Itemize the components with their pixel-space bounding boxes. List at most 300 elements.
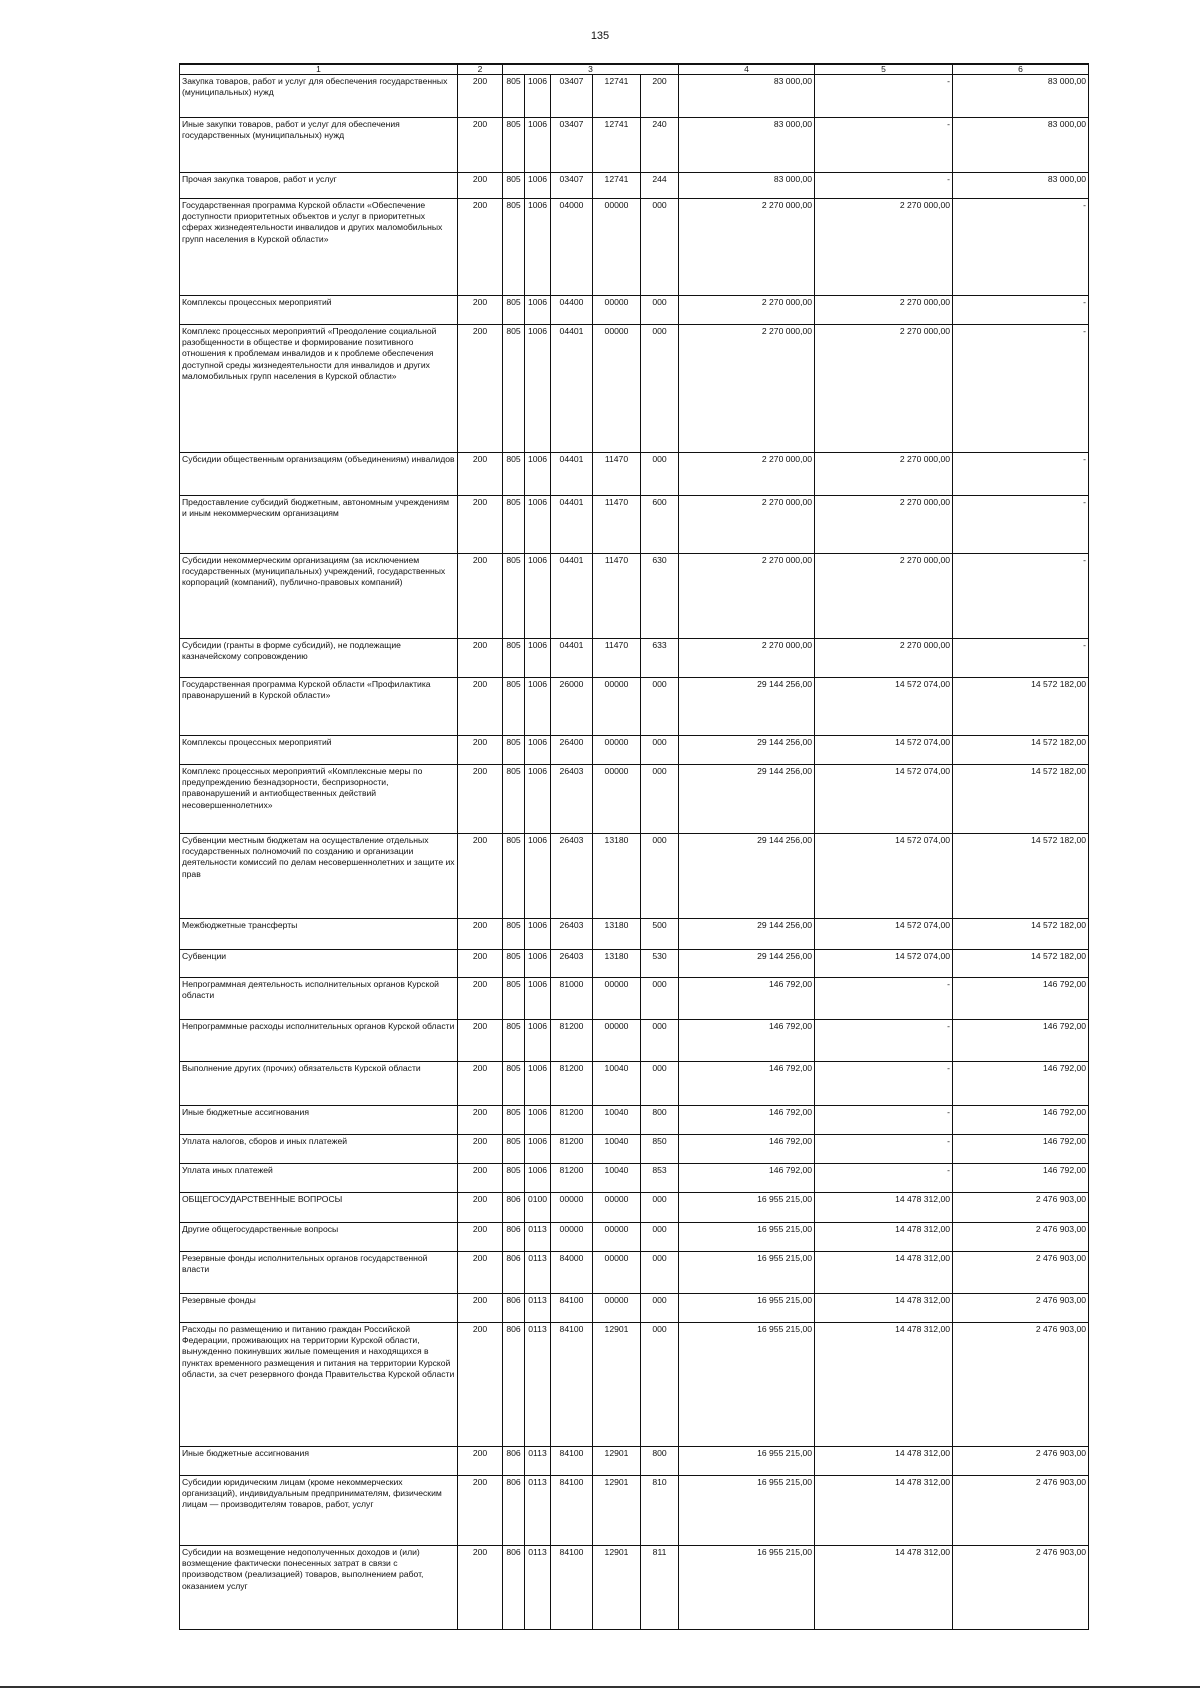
row-code-section: 1006 xyxy=(525,118,551,173)
row-amount-col4: 29 144 256,00 xyxy=(679,834,815,919)
row-code-program: 84100 xyxy=(551,1447,593,1476)
row-code-expense-type: 000 xyxy=(641,1020,679,1062)
row-code-admin: 805 xyxy=(503,199,525,296)
table-row xyxy=(180,118,1089,173)
row-amount-col6: 14 572 182,00 xyxy=(953,765,1089,834)
row-code-program: 04400 xyxy=(551,296,593,325)
row-code-program: 81200 xyxy=(551,1135,593,1164)
row-amount-col5: 14 478 312,00 xyxy=(815,1294,953,1323)
row-code-expense-type: 811 xyxy=(641,1546,679,1630)
row-amount-col5: 14 478 312,00 xyxy=(815,1476,953,1546)
row-amount-col5: 14 572 074,00 xyxy=(815,950,953,978)
row-code-direction: 12901 xyxy=(593,1476,641,1546)
row-code-program: 81200 xyxy=(551,1164,593,1193)
row-name: Другие общегосударственные вопросы xyxy=(180,1223,458,1252)
table-row xyxy=(180,765,1089,834)
table-row xyxy=(180,453,1089,496)
row-amount-col5: - xyxy=(815,1164,953,1193)
row-code-admin: 806 xyxy=(503,1546,525,1630)
row-code-direction: 13180 xyxy=(593,919,641,950)
row-code-200: 200 xyxy=(458,978,503,1020)
row-code-direction: 12901 xyxy=(593,1546,641,1630)
row-code-program: 81200 xyxy=(551,1106,593,1135)
row-amount-col4: 16 955 215,00 xyxy=(679,1323,815,1447)
row-code-admin: 805 xyxy=(503,1062,525,1106)
row-amount-col6: 146 792,00 xyxy=(953,1164,1089,1193)
row-code-expense-type: 000 xyxy=(641,765,679,834)
row-code-200: 200 xyxy=(458,75,503,118)
row-code-admin: 805 xyxy=(503,296,525,325)
row-code-section: 1006 xyxy=(525,978,551,1020)
table-row xyxy=(180,1447,1089,1476)
row-code-expense-type: 800 xyxy=(641,1447,679,1476)
table-row xyxy=(180,978,1089,1020)
row-code-section: 1006 xyxy=(525,199,551,296)
row-amount-col6: 146 792,00 xyxy=(953,1106,1089,1135)
table-row xyxy=(180,1294,1089,1323)
row-code-admin: 805 xyxy=(503,75,525,118)
row-code-section: 1006 xyxy=(525,736,551,765)
row-code-admin: 805 xyxy=(503,919,525,950)
row-amount-col5: 14 572 074,00 xyxy=(815,834,953,919)
row-amount-col5: 2 270 000,00 xyxy=(815,639,953,678)
row-amount-col6: 83 000,00 xyxy=(953,75,1089,118)
row-amount-col6: - xyxy=(953,554,1089,639)
row-code-admin: 806 xyxy=(503,1193,525,1223)
row-code-section: 1006 xyxy=(525,834,551,919)
row-code-200: 200 xyxy=(458,950,503,978)
row-code-section: 0113 xyxy=(525,1476,551,1546)
row-code-program: 04401 xyxy=(551,639,593,678)
row-amount-col4: 146 792,00 xyxy=(679,1106,815,1135)
row-code-direction: 12741 xyxy=(593,173,641,199)
row-code-admin: 805 xyxy=(503,1164,525,1193)
row-amount-col4: 29 144 256,00 xyxy=(679,678,815,736)
row-amount-col4: 83 000,00 xyxy=(679,118,815,173)
row-amount-col4: 2 270 000,00 xyxy=(679,496,815,554)
row-amount-col4: 2 270 000,00 xyxy=(679,199,815,296)
row-code-200: 200 xyxy=(458,325,503,453)
table-row xyxy=(180,1164,1089,1193)
table-row xyxy=(180,1546,1089,1630)
row-code-admin: 805 xyxy=(503,978,525,1020)
row-code-200: 200 xyxy=(458,118,503,173)
row-amount-col5: - xyxy=(815,1020,953,1062)
row-amount-col6: 83 000,00 xyxy=(953,173,1089,199)
row-amount-col4: 16 955 215,00 xyxy=(679,1294,815,1323)
row-code-program: 26403 xyxy=(551,950,593,978)
row-code-admin: 805 xyxy=(503,554,525,639)
row-amount-col6: - xyxy=(953,199,1089,296)
row-amount-col6: 14 572 182,00 xyxy=(953,919,1089,950)
row-amount-col5: 14 572 074,00 xyxy=(815,919,953,950)
row-code-admin: 806 xyxy=(503,1447,525,1476)
row-code-200: 200 xyxy=(458,1106,503,1135)
table-header-row xyxy=(180,64,1089,75)
row-amount-col4: 2 270 000,00 xyxy=(679,639,815,678)
row-code-program: 04401 xyxy=(551,496,593,554)
table-row xyxy=(180,1476,1089,1546)
row-code-direction: 00000 xyxy=(593,1294,641,1323)
row-amount-col5: 14 478 312,00 xyxy=(815,1546,953,1630)
row-name: Субсидии на возмещение недополученных доходов и (или) возмещение фактически понесенных затрат в связи с производством (реализацией) товаров, выполнением работ, оказанием услуг xyxy=(180,1546,458,1630)
row-code-200: 200 xyxy=(458,554,503,639)
row-amount-col6: 2 476 903,00 xyxy=(953,1476,1089,1546)
table-row xyxy=(180,1106,1089,1135)
row-code-section: 1006 xyxy=(525,950,551,978)
table-row xyxy=(180,173,1089,199)
row-code-section: 1006 xyxy=(525,765,551,834)
table-row xyxy=(180,296,1089,325)
row-code-section: 1006 xyxy=(525,1164,551,1193)
table-row xyxy=(180,1323,1089,1447)
row-code-section: 1006 xyxy=(525,173,551,199)
row-code-direction: 12901 xyxy=(593,1323,641,1447)
row-amount-col4: 29 144 256,00 xyxy=(679,919,815,950)
row-amount-col6: - xyxy=(953,496,1089,554)
row-code-direction: 11470 xyxy=(593,496,641,554)
row-amount-col5: - xyxy=(815,1106,953,1135)
row-name: Государственная программа Курской области «Обеспечение доступности приоритетных объектов и услуг в приоритетных сферах жизнедеятельности инвалидов и других маломобильных групп населения в Курской области» xyxy=(180,199,458,296)
row-code-expense-type: 000 xyxy=(641,1294,679,1323)
header-col-2: 2 xyxy=(458,64,503,75)
row-name: Субсидии (гранты в форме субсидий), не подлежащие казначейскому сопровождению xyxy=(180,639,458,678)
row-code-expense-type: 853 xyxy=(641,1164,679,1193)
row-name: Межбюджетные трансферты xyxy=(180,919,458,950)
row-code-program: 03407 xyxy=(551,173,593,199)
row-code-section: 1006 xyxy=(525,496,551,554)
row-code-program: 84000 xyxy=(551,1252,593,1294)
row-amount-col4: 16 955 215,00 xyxy=(679,1546,815,1630)
row-amount-col6: 14 572 182,00 xyxy=(953,736,1089,765)
row-amount-col5: - xyxy=(815,978,953,1020)
row-code-direction: 00000 xyxy=(593,1223,641,1252)
row-code-program: 26403 xyxy=(551,765,593,834)
row-amount-col5: - xyxy=(815,1062,953,1106)
row-code-section: 1006 xyxy=(525,296,551,325)
row-code-direction: 00000 xyxy=(593,1020,641,1062)
row-code-200: 200 xyxy=(458,496,503,554)
row-code-admin: 805 xyxy=(503,639,525,678)
row-amount-col5: 2 270 000,00 xyxy=(815,325,953,453)
row-name: Предоставление субсидий бюджетным, автономным учреждениям и иным некоммерческим организациям xyxy=(180,496,458,554)
row-code-program: 03407 xyxy=(551,75,593,118)
row-code-section: 0113 xyxy=(525,1323,551,1447)
row-amount-col6: 2 476 903,00 xyxy=(953,1546,1089,1630)
budget-table-container xyxy=(179,63,1088,1630)
row-code-direction: 00000 xyxy=(593,765,641,834)
row-amount-col5: - xyxy=(815,75,953,118)
row-code-direction: 00000 xyxy=(593,325,641,453)
row-name: Резервные фонды исполнительных органов государственной власти xyxy=(180,1252,458,1294)
row-amount-col6: 146 792,00 xyxy=(953,1020,1089,1062)
row-code-program: 26400 xyxy=(551,736,593,765)
row-name: Иные бюджетные ассигнования xyxy=(180,1447,458,1476)
row-code-section: 1006 xyxy=(525,75,551,118)
row-amount-col4: 16 955 215,00 xyxy=(679,1223,815,1252)
row-code-admin: 805 xyxy=(503,118,525,173)
row-code-admin: 806 xyxy=(503,1294,525,1323)
row-amount-col6: 14 572 182,00 xyxy=(953,834,1089,919)
row-name: Субвенции местным бюджетам на осуществление отдельных государственных полномочий по созданию и организации деятельности комиссий по делам несовершеннолетних и защите их прав xyxy=(180,834,458,919)
row-code-admin: 805 xyxy=(503,950,525,978)
row-code-admin: 805 xyxy=(503,678,525,736)
row-amount-col4: 2 270 000,00 xyxy=(679,296,815,325)
row-amount-col4: 146 792,00 xyxy=(679,1164,815,1193)
row-code-expense-type: 633 xyxy=(641,639,679,678)
row-code-admin: 805 xyxy=(503,1135,525,1164)
row-code-expense-type: 000 xyxy=(641,199,679,296)
row-name: Прочая закупка товаров, работ и услуг xyxy=(180,173,458,199)
row-code-200: 200 xyxy=(458,834,503,919)
row-code-program: 04401 xyxy=(551,453,593,496)
row-code-expense-type: 600 xyxy=(641,496,679,554)
row-code-200: 200 xyxy=(458,1252,503,1294)
row-code-direction: 10040 xyxy=(593,1062,641,1106)
row-name: Резервные фонды xyxy=(180,1294,458,1323)
row-code-section: 0113 xyxy=(525,1447,551,1476)
row-code-expense-type: 244 xyxy=(641,173,679,199)
row-code-section: 1006 xyxy=(525,1062,551,1106)
row-code-section: 1006 xyxy=(525,325,551,453)
row-code-program: 84100 xyxy=(551,1323,593,1447)
row-amount-col5: 14 478 312,00 xyxy=(815,1323,953,1447)
row-amount-col4: 16 955 215,00 xyxy=(679,1447,815,1476)
row-name: Расходы по размещению и питанию граждан Российской Федерации, проживающих на территории Курской области, вынужденно покинувших жилые помещения и находящихся в пунктах временного размещения и питания на территории Курской области, за счет резервного фонда Правительства Курской области xyxy=(180,1323,458,1447)
row-code-direction: 00000 xyxy=(593,1193,641,1223)
row-name: Комплексы процессных мероприятий xyxy=(180,296,458,325)
row-code-direction: 12741 xyxy=(593,118,641,173)
header-col-5: 5 xyxy=(815,64,953,75)
row-code-expense-type: 000 xyxy=(641,678,679,736)
row-name: Субвенции xyxy=(180,950,458,978)
row-code-section: 1006 xyxy=(525,1135,551,1164)
row-code-expense-type: 500 xyxy=(641,919,679,950)
table-row xyxy=(180,950,1089,978)
row-code-direction: 11470 xyxy=(593,639,641,678)
row-code-200: 200 xyxy=(458,1020,503,1062)
row-code-direction: 13180 xyxy=(593,834,641,919)
row-code-program: 26403 xyxy=(551,834,593,919)
table-row xyxy=(180,1135,1089,1164)
row-amount-col4: 16 955 215,00 xyxy=(679,1193,815,1223)
row-amount-col6: 146 792,00 xyxy=(953,1135,1089,1164)
row-code-direction: 00000 xyxy=(593,736,641,765)
row-code-admin: 806 xyxy=(503,1476,525,1546)
row-code-200: 200 xyxy=(458,453,503,496)
row-code-direction: 13180 xyxy=(593,950,641,978)
row-code-200: 200 xyxy=(458,1546,503,1630)
table-row xyxy=(180,75,1089,118)
row-code-200: 200 xyxy=(458,736,503,765)
row-amount-col4: 83 000,00 xyxy=(679,75,815,118)
row-name: Непрограммная деятельность исполнительных органов Курской области xyxy=(180,978,458,1020)
row-name: ОБЩЕГОСУДАРСТВЕННЫЕ ВОПРОСЫ xyxy=(180,1193,458,1223)
row-amount-col6: 2 476 903,00 xyxy=(953,1447,1089,1476)
table-row xyxy=(180,1193,1089,1223)
row-code-program: 00000 xyxy=(551,1223,593,1252)
row-code-program: 26403 xyxy=(551,919,593,950)
row-code-200: 200 xyxy=(458,639,503,678)
row-amount-col6: 2 476 903,00 xyxy=(953,1193,1089,1223)
row-code-section: 0113 xyxy=(525,1546,551,1630)
row-amount-col4: 83 000,00 xyxy=(679,173,815,199)
row-code-200: 200 xyxy=(458,296,503,325)
row-name: Иные бюджетные ассигнования xyxy=(180,1106,458,1135)
row-code-section: 1006 xyxy=(525,678,551,736)
row-code-expense-type: 810 xyxy=(641,1476,679,1546)
row-code-200: 200 xyxy=(458,1294,503,1323)
row-amount-col4: 2 270 000,00 xyxy=(679,554,815,639)
row-code-expense-type: 000 xyxy=(641,1193,679,1223)
row-code-200: 200 xyxy=(458,1223,503,1252)
row-amount-col4: 146 792,00 xyxy=(679,978,815,1020)
row-code-direction: 00000 xyxy=(593,296,641,325)
row-amount-col5: 14 478 312,00 xyxy=(815,1193,953,1223)
row-amount-col4: 29 144 256,00 xyxy=(679,736,815,765)
row-code-direction: 10040 xyxy=(593,1164,641,1193)
row-code-200: 200 xyxy=(458,1062,503,1106)
row-code-200: 200 xyxy=(458,919,503,950)
row-code-program: 81200 xyxy=(551,1062,593,1106)
table-row xyxy=(180,1252,1089,1294)
row-name: Субсидии общественным организациям (объединениям) инвалидов xyxy=(180,453,458,496)
row-amount-col5: 14 478 312,00 xyxy=(815,1252,953,1294)
row-code-admin: 806 xyxy=(503,1252,525,1294)
table-row xyxy=(180,678,1089,736)
row-code-admin: 805 xyxy=(503,1106,525,1135)
row-amount-col4: 146 792,00 xyxy=(679,1135,815,1164)
row-code-direction: 00000 xyxy=(593,199,641,296)
header-col-6: 6 xyxy=(953,64,1089,75)
row-code-admin: 805 xyxy=(503,325,525,453)
row-amount-col5: 14 572 074,00 xyxy=(815,765,953,834)
row-amount-col5: 2 270 000,00 xyxy=(815,453,953,496)
row-code-section: 0113 xyxy=(525,1294,551,1323)
row-code-expense-type: 240 xyxy=(641,118,679,173)
row-code-expense-type: 530 xyxy=(641,950,679,978)
row-code-expense-type: 000 xyxy=(641,1323,679,1447)
row-amount-col4: 29 144 256,00 xyxy=(679,765,815,834)
table-row xyxy=(180,1223,1089,1252)
row-code-direction: 00000 xyxy=(593,1252,641,1294)
row-code-direction: 12741 xyxy=(593,75,641,118)
row-code-program: 84100 xyxy=(551,1294,593,1323)
row-code-direction: 11470 xyxy=(593,453,641,496)
row-amount-col6: 14 572 182,00 xyxy=(953,950,1089,978)
row-name: Уплата иных платежей xyxy=(180,1164,458,1193)
row-code-direction: 11470 xyxy=(593,554,641,639)
row-code-program: 81000 xyxy=(551,978,593,1020)
row-code-expense-type: 000 xyxy=(641,325,679,453)
row-amount-col6: 2 476 903,00 xyxy=(953,1252,1089,1294)
row-code-section: 0113 xyxy=(525,1223,551,1252)
row-code-admin: 805 xyxy=(503,834,525,919)
row-code-admin: 806 xyxy=(503,1323,525,1447)
row-amount-col6: 2 476 903,00 xyxy=(953,1323,1089,1447)
header-col-1: 1 xyxy=(180,64,458,75)
table-row xyxy=(180,1062,1089,1106)
row-code-admin: 805 xyxy=(503,453,525,496)
row-amount-col6: 2 476 903,00 xyxy=(953,1294,1089,1323)
row-name: Иные закупки товаров, работ и услуг для обеспечения государственных (муниципальных) нужд xyxy=(180,118,458,173)
row-code-program: 84100 xyxy=(551,1476,593,1546)
table-row xyxy=(180,554,1089,639)
row-code-admin: 805 xyxy=(503,736,525,765)
header-col-4: 4 xyxy=(679,64,815,75)
row-code-expense-type: 000 xyxy=(641,978,679,1020)
row-amount-col6: - xyxy=(953,639,1089,678)
row-amount-col4: 2 270 000,00 xyxy=(679,325,815,453)
row-amount-col6: 2 476 903,00 xyxy=(953,1223,1089,1252)
row-code-section: 1006 xyxy=(525,639,551,678)
row-code-200: 200 xyxy=(458,199,503,296)
row-code-program: 26000 xyxy=(551,678,593,736)
row-name: Комплекс процессных мероприятий «Преодоление социальной разобщенности в обществе и формирование позитивного отношения к проблемам инвалидов и к проблеме обеспечения доступной среды жизнедеятельности для инвалидов и других маломобильных групп населения в Курской области» xyxy=(180,325,458,453)
row-amount-col4: 146 792,00 xyxy=(679,1020,815,1062)
page-number: 135 xyxy=(590,30,610,42)
row-amount-col5: - xyxy=(815,173,953,199)
row-code-expense-type: 630 xyxy=(641,554,679,639)
table-row xyxy=(180,736,1089,765)
row-code-program: 84100 xyxy=(551,1546,593,1630)
row-name: Субсидии некоммерческим организациям (за исключением государственных (муниципальных) учреждений, государственных корпораций (компаний), публично-правовых компаний) xyxy=(180,554,458,639)
table-row xyxy=(180,199,1089,296)
row-code-expense-type: 000 xyxy=(641,834,679,919)
row-code-section: 1006 xyxy=(525,1106,551,1135)
row-name: Уплата налогов, сборов и иных платежей xyxy=(180,1135,458,1164)
row-code-section: 1006 xyxy=(525,554,551,639)
row-amount-col5: 2 270 000,00 xyxy=(815,554,953,639)
row-code-admin: 805 xyxy=(503,765,525,834)
row-code-admin: 805 xyxy=(503,173,525,199)
row-amount-col6: 83 000,00 xyxy=(953,118,1089,173)
row-code-200: 200 xyxy=(458,1193,503,1223)
row-code-program: 00000 xyxy=(551,1193,593,1223)
row-code-section: 1006 xyxy=(525,453,551,496)
row-code-program: 81200 xyxy=(551,1020,593,1062)
row-amount-col5: 14 572 074,00 xyxy=(815,736,953,765)
row-code-200: 200 xyxy=(458,1164,503,1193)
row-code-200: 200 xyxy=(458,678,503,736)
row-amount-col5: 2 270 000,00 xyxy=(815,496,953,554)
row-code-direction: 12901 xyxy=(593,1447,641,1476)
row-amount-col6: - xyxy=(953,453,1089,496)
row-amount-col4: 146 792,00 xyxy=(679,1062,815,1106)
table-row xyxy=(180,834,1089,919)
row-amount-col6: 146 792,00 xyxy=(953,1062,1089,1106)
row-code-program: 04401 xyxy=(551,325,593,453)
row-amount-col5: 14 572 074,00 xyxy=(815,678,953,736)
row-code-admin: 805 xyxy=(503,496,525,554)
row-amount-col6: - xyxy=(953,296,1089,325)
row-amount-col5: - xyxy=(815,1135,953,1164)
row-name: Выполнение других (прочих) обязательств Курской области xyxy=(180,1062,458,1106)
row-code-program: 03407 xyxy=(551,118,593,173)
row-code-section: 1006 xyxy=(525,1020,551,1062)
row-code-direction: 10040 xyxy=(593,1106,641,1135)
row-code-expense-type: 000 xyxy=(641,1252,679,1294)
table-row xyxy=(180,325,1089,453)
row-name: Непрограммные расходы исполнительных органов Курской области xyxy=(180,1020,458,1062)
row-amount-col5: 14 478 312,00 xyxy=(815,1223,953,1252)
row-amount-col5: 14 478 312,00 xyxy=(815,1447,953,1476)
row-amount-col5: 2 270 000,00 xyxy=(815,296,953,325)
row-code-program: 04401 xyxy=(551,554,593,639)
row-name: Субсидии юридическим лицам (кроме некоммерческих организаций), индивидуальным предпринимателям, физическим лицам — производителям товаров, работ, услуг xyxy=(180,1476,458,1546)
row-name: Комплексы процессных мероприятий xyxy=(180,736,458,765)
budget-table xyxy=(179,63,1089,1630)
